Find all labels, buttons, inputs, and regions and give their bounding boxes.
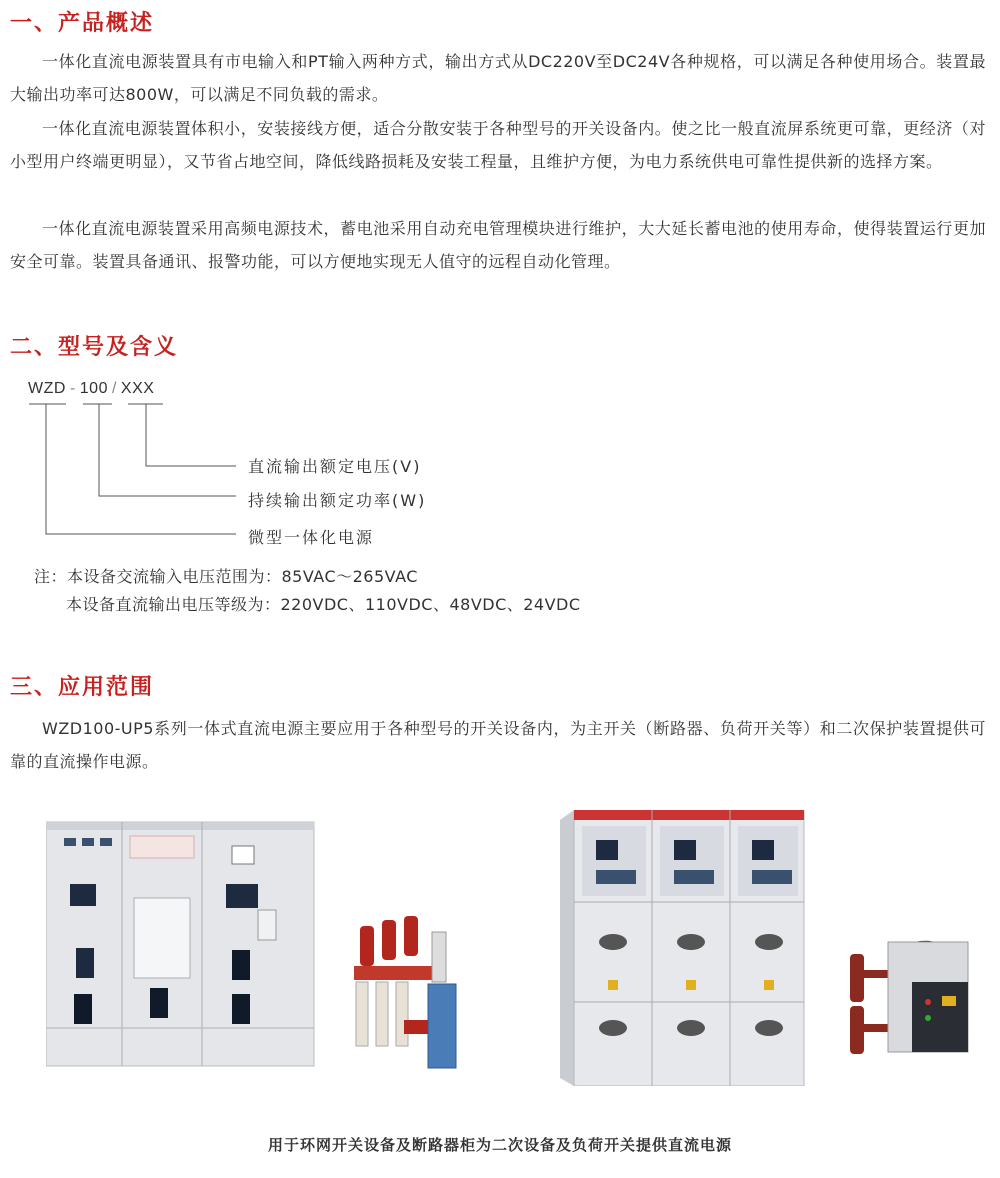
overview-paragraph-2: 一体化直流电源装置体积小，安装接线方便，适合分散安装于各种型号的开关设备内。使之比一般直流屏系统更可靠，更经济（对小型用户终端更明显），又节省占地空间，降低线路损耗及安装工程量，且维护方便，为电力系统供电可靠性提供新的选择方案。 [10,119,986,171]
model-separator-slash: / [111,380,117,397]
section-title-application: 三、应用范围 [10,675,155,700]
note-dc-output: 本设备直流输出电压等级为：220VDC、110VDC、48VDC、24VDC [66,595,581,614]
legend-type: 微型一体化电源 [248,528,375,547]
application-paragraph: WZD100-UP5系列一体式直流电源主要应用于各种型号的开关设备内，为主开关（断路器、负荷开关等）和二次保护装置提供可靠的直流操作电源。 [10,719,986,771]
ring-main-unit-photo [560,810,810,1086]
circuit-breaker-photo [842,936,970,1060]
legend-voltage: 直流输出额定电压(V) [248,457,422,476]
model-part-series: WZD [28,380,66,397]
overview-paragraph-1: 一体化直流电源装置具有市电输入和PT输入两种方式，输出方式从DC220V至DC24V各种规格，可以满足各种使用场合。装置最大输出功率可达800W，可以满足不同负载的需求。 [10,52,986,104]
load-switch-photo [346,912,464,1074]
model-separator-dash: - [69,380,76,397]
note-ac-input: 注：本设备交流输入电压范围为：85VAC～265VAC [34,567,418,586]
model-part-voltage: XXX [120,380,155,397]
legend-power: 持续输出额定功率(W) [248,491,427,510]
photo-caption: 用于环网开关设备及断路器柜为二次设备及负荷开关提供直流电源 [267,1136,732,1154]
overview-paragraph-3: 一体化直流电源装置采用高频电源技术，蓄电池采用自动充电管理模块进行维护，大大延长蓄电池的使用寿命，使得装置运行更加安全可靠。装置具备通讯、报警功能，可以方便地实现无人值守的远程自动化管理。 [10,219,986,271]
model-bracket-lines [0,0,1000,560]
section-title-model: 二、型号及含义 [10,335,179,360]
model-part-power: 100 [79,380,108,397]
section-title-overview: 一、产品概述 [10,11,155,36]
switchgear-cabinet-photo [46,818,316,1068]
